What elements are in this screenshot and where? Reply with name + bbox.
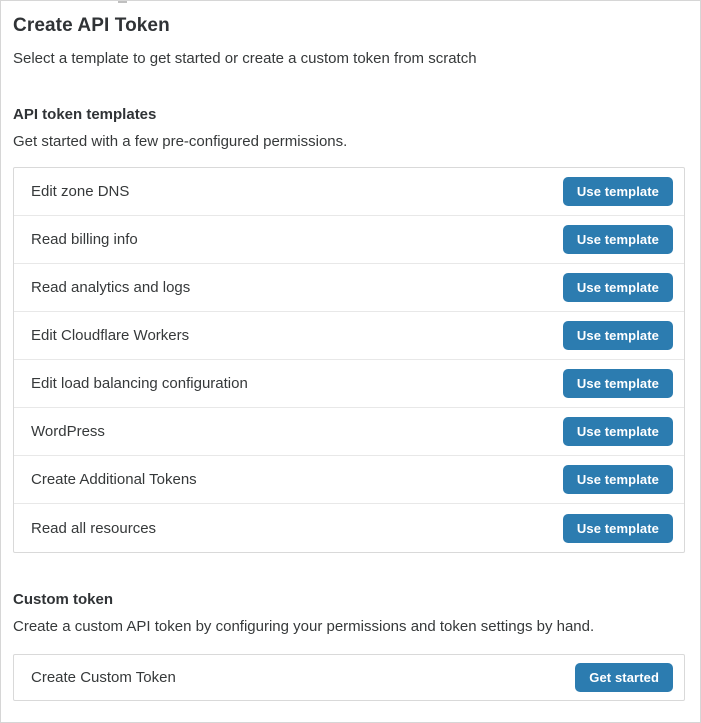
custom-section-heading: Custom token <box>13 591 114 608</box>
template-name: Edit load balancing configuration <box>31 375 248 392</box>
templates-section-heading: API token templates <box>13 106 157 123</box>
template-row <box>14 264 684 312</box>
use-template-button[interactable]: Use template <box>563 177 673 206</box>
custom-token-box <box>13 654 685 701</box>
template-row <box>14 456 684 504</box>
template-row <box>14 504 684 552</box>
get-started-button[interactable]: Get started <box>575 663 673 692</box>
template-row <box>14 312 684 360</box>
custom-section-description: Create a custom API token by configuring your permissions and token settings by hand. <box>13 618 595 635</box>
template-row <box>14 216 684 264</box>
custom-token-row <box>14 655 684 700</box>
template-row <box>14 408 684 456</box>
template-list <box>13 167 685 553</box>
templates-section-description: Get started with a few pre-configured permissions. <box>13 133 348 150</box>
use-template-button[interactable]: Use template <box>563 321 673 350</box>
page-title: Create API Token <box>13 15 170 36</box>
template-row <box>14 360 684 408</box>
template-name: Read billing info <box>31 231 138 248</box>
use-template-button[interactable]: Use template <box>563 369 673 398</box>
use-template-button[interactable]: Use template <box>563 225 673 254</box>
template-row <box>14 168 684 216</box>
template-name: Edit zone DNS <box>31 183 130 200</box>
page-subtitle: Select a template to get started or create a custom token from scratch <box>13 50 477 67</box>
custom-token-label: Create Custom Token <box>31 669 176 686</box>
template-name: Read all resources <box>31 519 157 537</box>
template-name: Read analytics and logs <box>31 279 191 296</box>
use-template-button[interactable]: Use template <box>563 465 673 494</box>
use-template-button[interactable]: Use template <box>563 273 673 302</box>
use-template-button[interactable]: Use template <box>563 514 673 543</box>
top-edge-artifact <box>118 1 127 3</box>
template-name: Create Additional Tokens <box>31 471 197 488</box>
template-name: Edit Cloudflare Workers <box>31 327 190 344</box>
use-template-button[interactable]: Use template <box>563 417 673 446</box>
template-name: WordPress <box>31 423 105 440</box>
